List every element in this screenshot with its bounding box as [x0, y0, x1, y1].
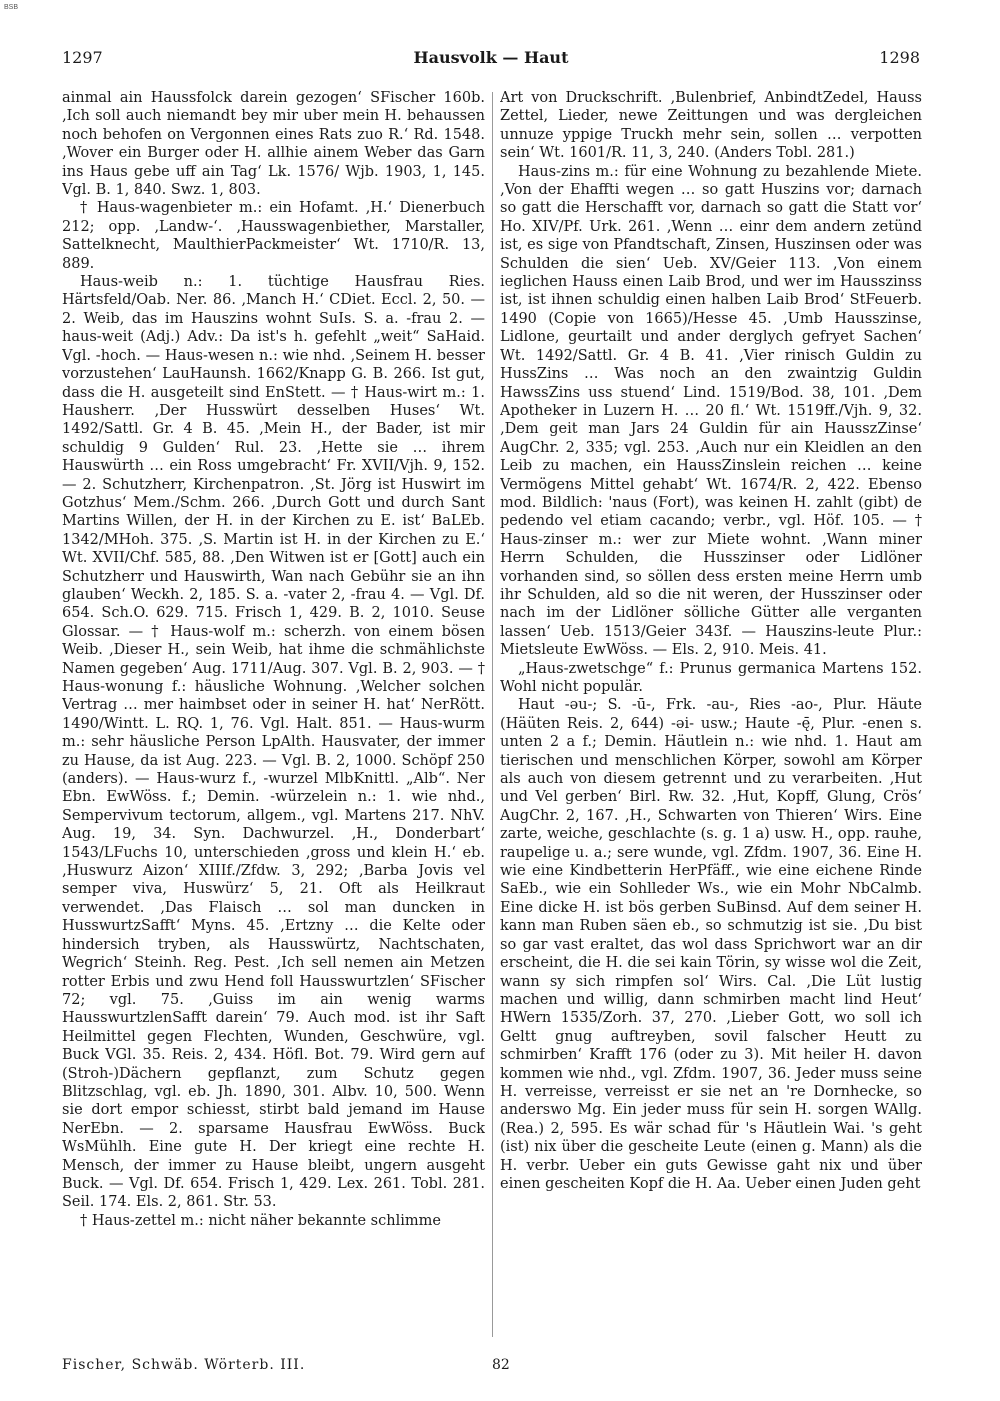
column-divider	[492, 92, 493, 1337]
running-title: Hausvolk — Haut	[413, 48, 569, 67]
page-header	[62, 40, 920, 70]
footer-source: Fischer, Schwäb. Wörterb. III.	[62, 1357, 306, 1373]
left-column	[62, 89, 485, 1344]
right-page-number: 1298	[879, 48, 920, 67]
paragraph: ainmal ain Haussfolck darein gezogen‘ SFischer 160b. ‚Ich soll auch niemandt bey mir uber mein H. behaussen noch behofen on Vergonnen eines Rats zuo R.‘ Rd. 1548. ‚Wover ein Burger oder H. allhie ainem Weber das Garn ins Haus gebe uff ain Tag‘ Lk. 1576/ Wjb. 1903, 1, 145. Vgl. B. 1, 840. Swz. 1, 803.	[62, 90, 485, 199]
paragraph: „Haus-zwetschge“ f.: Prunus germanica Martens 152. Wohl nicht populär.	[500, 660, 922, 695]
paragraph: Art von Druckschrift. ‚Bulenbrief, AnbindtZedel, Hauss Zettel, Lieder, newe Zeittungen und was dergleichen unnuze yppige Truckh mehr sein, sollen … verpotten sein‘ Wt. 1601/R. 11, 3, 240. (Anders Tobl. 281.)	[500, 90, 922, 162]
paragraph: † Haus-zettel m.: nicht näher bekannte schlimme	[80, 1212, 441, 1229]
library-stamp: BSB	[4, 4, 19, 11]
paragraph: † Haus-wagenbieter m.: ein Hofamt. ‚H.‘ Dienerbuch 212; opp. ‚Landw-‘. ‚Hausswagenbiether, Marstaller, Sattelknecht, MaulthierPackmeister‘ Wt. 1710/R. 13, 889.	[62, 200, 485, 272]
footer-sheet-number: 82	[492, 1357, 510, 1373]
right-column	[500, 89, 922, 1344]
paragraph: Haut -əu-; S. -ū-, Frk. -au-, Ries -ao-, Plur. Häute (Häüten Reis. 2, 644) -əi- usw.; Haute -ę̄, Plur. -enen s. unten 2 a f.; Demin. Häutlein n.: wie nhd. 1. Haut am tierischen und menschlichen Körper, sowohl am Körper als auch von diesem getrennt und zu verarbeiten. ‚Hut und Vel gerben‘ Birl. Rw. 32. ‚Hut, Kopff, Glung, Crös‘ AugChr. 2, 167. ‚H., Schwarten von Thieren‘ Wirs. Eine zarte, weiche, geschlachte (s. g. 1 a) usw. H., opp. rauhe, raupelige u. a.; sere wunde, vgl. Zfdm. 1907, 36. Eine H. wie eine Kindbetterin HerPfäff., wie eine eichene Rinde SaEb., wie ein Sohlleder Ws., wie ein Mohr NbCalmb. Eine dicke H. ist bös gerben SuBinsd. Auf dem seiner H. kann man Ruben säen eb., so schmutzig ist sie. ‚Du bist so gar vast eraltet, das wol dass Sprichwort war an dir erscheint, die H. die sei kain Törin, sy wisse wol die Zeit, wann sy sich rimpfen sol‘ Wirs. Cal. ‚Die Lüt lustig machen und willig, dann schmirben macht lind Heut‘ HWern 1535/Zorh. 37, 270. ‚Lieber Gott, wo soll ich Geltt gnug auftreyben, sovil falscher Heutt zu schmirben‘ Krafft 176 (oder zu 3). Mit heiler H. davon kommen wie nhd., vgl. Zfdm. 1907, 36. Jeder muss seine H. verreisse, verreisst er sie net an 're Dornhecke, so anderswo Mg. Ein jeder muss für sein H. sorgen WAllg. (Rea.) 2, 595. Es wär schad für 's Häutlein Wai. 's geht (ist) nix über die gescheite Leute (einen g. Mann) als die H. verbr. Ueber ein guts Gewisse gaht nix und über einen gescheiten Kopf die H. Aa. Ueber einen Juden geht	[500, 697, 922, 1192]
paragraph: Haus-zins m.: für eine Wohnung zu bezahlende Miete. ‚Von der Ehaffti wegen … so gatt Huszins vor; darnach so gatt die Herschafft vor, darnach so gatt die Statt vor‘ Ho. XIV/Pf. Urk. 261. ‚Wenn … einr dem andern zetünd ist, es sige von Pfandtschaft, Zinsen, Huszinsen oder was Schulden die sien‘ Ueb. XV/Geier 113. ‚Von einem ieglichen Hauss einen Laib Brod, und wer im Hausszinss ist, ist ihnen schuldig einen halben Laib Brod‘ StFeuerb. 1490 (Copie von 1665)/Hesse 45. ‚Umb Hausszinse, Lidlone, geurtailt und ander derglych gefryet Sachen‘ Wt. 1492/Sattl. Gr. 4 B. 41. ‚Vier rinisch Guldin zu HussZins … Was noch an den zwaintzig Guldin HawssZins uss stuend‘ Lind. 1519/Bod. 38, 101. ‚Dem Apotheker in Luzern H. … 20 fl.‘ Wt. 1519ff./Vjh. 9, 32. ‚Dem geit man Jars 24 Guldin für ain HausszZinse‘ AugChr. 2, 335; vgl. 253. ‚Auch nur ein Kleidlen an den Leib zu machen, ein HaussZinslein reichen … keine Vermögens Mittel gehabt‘ Wt. 1674/R. 2, 422. Ebenso mod. Bildlich: 'naus (Fort), was keinen H. zahlt (gibt) de pedendo vel etiam cacando; verbr., vgl. Höf. 105. — † Haus-zinser m.: wer zur Miete wohnt. ‚Wann miner Herrn Schulden, die Husszinser oder Lidlöner vorhanden sind, so söllen dess ersten meine Herrn umb ihr Schulden, ald so die nit weren, der Husszinser oder nach im der Lidlöner sölliche Gütter alle verganten lassen‘ Ueb. 1513/Geier 343f. — Hauszins-leute Plur.: Mietsleute EwWöss. — Els. 2, 910. Meis. 41.	[500, 163, 922, 659]
paragraph: Haus-weib n.: 1. tüchtige Hausfrau Ries. Härtsfeld/Oab. Ner. 86. ‚Manch H.‘ CDiet. Eccl. 2, 50. — 2. Weib, das im Hauszins wohnt SuIs. S. a. -frau 2. — haus-weit (Adj.) Adv.: Da ist's h. gefehlt „weit“ SaHaid. Vgl. -hoch. — Haus-wesen n.: wie nhd. ‚Seinem H. besser vorzustehen‘ LauHaunsh. 1662/Knapp G. B. 266. Ist gut, dass die H. ausgeteilt sind EnStett. — † Haus-wirt m.: 1. Hausherr. ‚Der Husswürt desselben Huses‘ Wt. 1492/Sattl. Gr. 4 B. 45. ‚Mein H., der Bader, ist mir schuldig 9 Gulden‘ Rul. 23. ‚Hette sie … ihrem Hauswürth … ein Ross umgebracht‘ Fr. XVII/Vjh. 9, 152. — 2. Schutzherr, Kirchenpatron. ‚St. Jörg ist Huswirt im Gotzhus‘ Mem./Schm. 266. ‚Durch Gott und durch Sant Martins Willen, der H. in der Kirchen zu E. ist‘ BaLEb. 1342/MHoh. 375. ‚S. Martin ist H. in der Kirchen zu E.‘ Wt. XVII/Chf. 585, 88. ‚Den Witwen ist er [Gott] auch ein Schutzherr und Hauswirth, Wan nach Gebühr sie an ihn glauben‘ Weckh. 2, 185. S. a. -vater 2, -frau 4. — Vgl. Df. 654. Sch.O. 629. 715. Frisch 1, 429. B. 2, 1010. Seuse Glossar. — † Haus-wolf m.: scherzh. von einem bösen Weib. ‚Dieser H., sein Weib, hat ihme die schmählichste Namen gegeben‘ Aug. 1711/Aug. 307. Vgl. B. 2, 903. — † Haus-wonung f.: häusliche Wohnung. ‚Welcher solchen Vertrag … mer haimbset oder in seiner H. hat‘ NerRött. 1490/Wintt. L. RQ. 1, 76. Vgl. Halt. 851. — Haus-wurm m.: sehr häusliche Person LpAlth. Hausvater, der immer zu Hause, da ist Aug. 223. — Vgl. B. 2, 1000. Schöpf 250 (anders). — Haus-wurz f., -wurzel MlbKnittl. „Alb“. Ner Ebn. EwWöss. f.; Demin. -würzelein n.: 1. wie nhd., Sempervivum tectorum, allgem., vgl. Martens 217. NhV. Aug. 19, 34. Syn. Dachwurzel. ‚H., Donderbart‘ 1543/LFuchs 10, unterschieden ‚gross und klein H.‘ eb. ‚Huswurz Aizon‘ XIIIf./Zfdw. 3, 292; ‚Barba Jovis vel semper viva, Huswürz‘ 5, 21. Oft als Heilkraut verwendet. ‚Das Flaisch … sol man duncken in HusswurtzSafft‘ Myns. 45. ‚Ertzny … die Kelte oder hindersich tryben, als Hausswürtz, Nachtschaten, Wegrich‘ Steinh. Reg. Pest. ‚Ich sell nemen ain Metzen rotter Erbis und zwu Hend foll Hausswurtzlen‘ SFischer 72; vgl. 75. ‚Guiss im ain wenig warms HausswurtzlenSafft darein‘ 79. Auch mod. ist ihr Saft Heilmittel gegen Flechten, Wunden, Geschwüre, vgl. Buck VGl. 35. Reis. 2, 434. Höfl. Bot. 79. Wird gern auf (Stroh-)Dächern gepflanzt, zum Schutz gegen Blitzschlag, vgl. eb. Jh. 1890, 301. Albv. 10, 500. Wenn sie dort empor schiesst, stirbt bald jemand im Hause NerEbn. — 2. sparsame Hausfrau EwWöss. Buck WsMühlh. Eine gute H. Der kriegt eine rechte H. Mensch, der immer zu Hause bleibt, ungern ausgeht Buck. — Vgl. Df. 654. Frisch 1, 429. Lex. 261. Tobl. 281. Seil. 174. Els. 2, 861. Str. 53.	[62, 274, 485, 1211]
left-page-number: 1297	[62, 48, 103, 67]
